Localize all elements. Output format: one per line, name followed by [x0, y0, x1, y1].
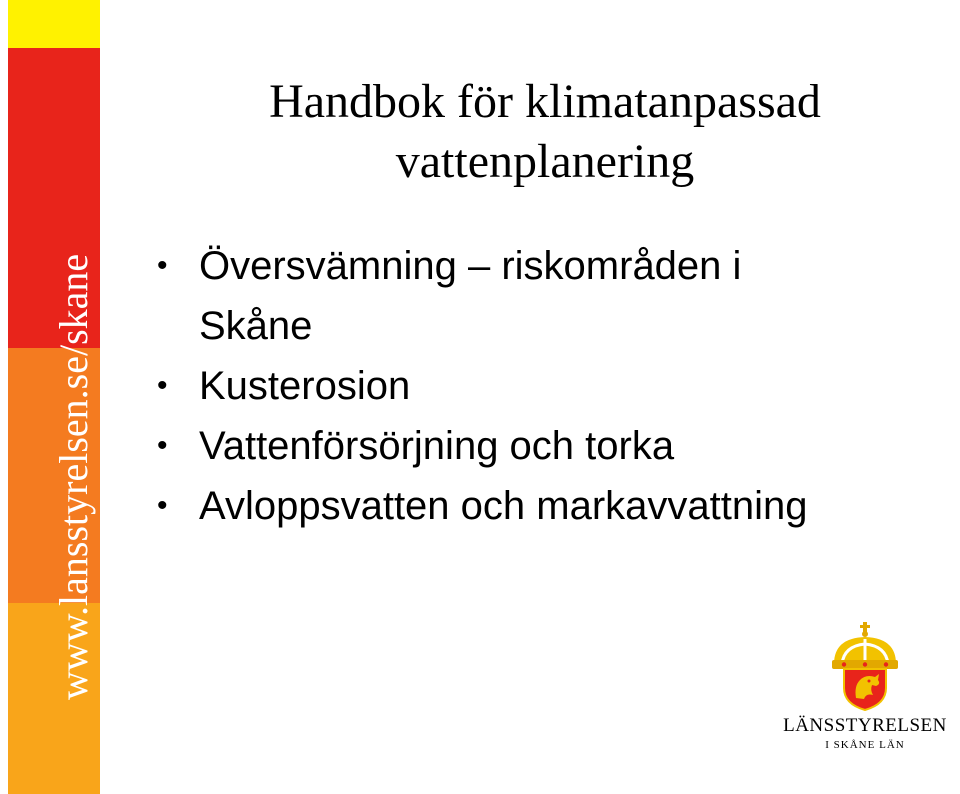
- logo-subtitle: I SKÅNE LÄN: [825, 739, 905, 751]
- bullet-item-flooding: [155, 236, 945, 356]
- county-coat-of-arms-icon: [820, 622, 910, 712]
- bullet-icon: •: [157, 429, 168, 462]
- website-url: www.lansstyrelsen.se/skane: [51, 253, 96, 700]
- bullet-item-water-supply: [155, 416, 945, 476]
- slide-title: [150, 72, 940, 192]
- bullet-icon: •: [157, 369, 168, 402]
- bullet-icon: •: [157, 489, 168, 522]
- side-color-bar: [0, 0, 100, 794]
- bullet-text: Kusterosion: [199, 364, 411, 408]
- bullet-text: Avloppsvatten och markavvattning: [199, 484, 808, 528]
- bullet-text-line-2: Skåne: [199, 304, 313, 348]
- logo-name: LÄNSSTYRELSEN: [783, 715, 947, 736]
- side-bar-yellow-band: [8, 0, 100, 48]
- bullet-list: [155, 236, 945, 536]
- slide-title-line-1: Handbok för klimatanpassad: [269, 75, 821, 128]
- side-bar-edge: [0, 0, 8, 794]
- slide-title-line-2: vattenplanering: [395, 135, 695, 188]
- bullet-text-line-1: Översvämning – riskområden i: [199, 244, 742, 288]
- bullet-icon: •: [157, 249, 168, 282]
- bullet-item-coastal-erosion: [155, 356, 945, 416]
- bullet-text: Vattenförsörjning och torka: [199, 424, 675, 468]
- county-logo: [775, 622, 955, 762]
- bullet-item-wastewater: [155, 476, 945, 536]
